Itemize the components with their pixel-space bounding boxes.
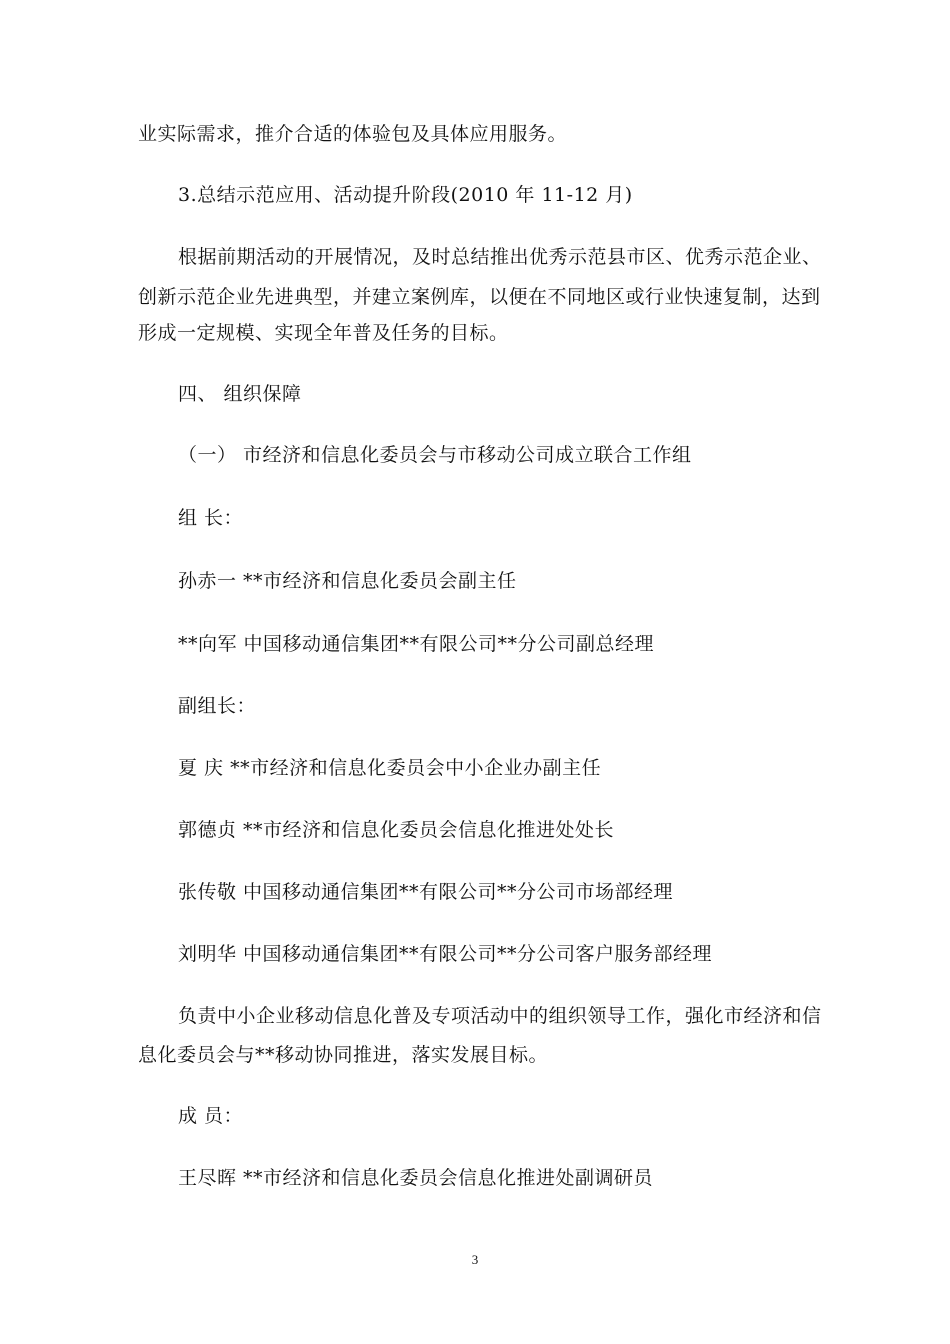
member-line: 孙赤一 **市经济和信息化委员会副主任 xyxy=(178,570,517,592)
member-line: **向军 中国移动通信集团**有限公司**分公司副总经理 xyxy=(178,633,655,655)
section-heading: 3.总结示范应用、活动提升阶段(2010 年 11-12 月) xyxy=(178,184,633,206)
member-line: 王尽晖 **市经济和信息化委员会信息化推进处副调研员 xyxy=(178,1167,654,1189)
role-label: 副组长： xyxy=(178,695,257,717)
text-line: 创新示范企业先进典型，并建立案例库，以便在不同地区或行业快速复制，达到 xyxy=(138,286,821,308)
text-line: 息化委员会与**移动协同推进，落实发展目标。 xyxy=(138,1044,549,1066)
text-line: 根据前期活动的开展情况，及时总结推出优秀示范县市区、优秀示范企业、 xyxy=(178,246,822,268)
role-label: 成 员： xyxy=(178,1105,244,1127)
member-line: 郭德贞 **市经济和信息化委员会信息化推进处处长 xyxy=(178,819,615,841)
subsection-heading: （一） 市经济和信息化委员会与市移动公司成立联合工作组 xyxy=(178,444,692,466)
member-line: 夏 庆 **市经济和信息化委员会中小企业办副主任 xyxy=(178,757,602,779)
section-heading: 四、 组织保障 xyxy=(178,383,302,405)
member-line: 刘明华 中国移动通信集团**有限公司**分公司客户服务部经理 xyxy=(178,943,713,965)
text-line: 形成一定规模、实现全年普及任务的目标。 xyxy=(138,322,509,344)
member-line: 张传敬 中国移动通信集团**有限公司**分公司市场部经理 xyxy=(178,881,674,903)
role-label: 组 长： xyxy=(178,507,244,529)
text-line: 业实际需求，推介合适的体验包及具体应用服务。 xyxy=(138,123,568,145)
page-number: 3 xyxy=(471,1252,479,1267)
text-line: 负责中小企业移动信息化普及专项活动中的组织领导工作，强化市经济和信 xyxy=(178,1005,822,1027)
